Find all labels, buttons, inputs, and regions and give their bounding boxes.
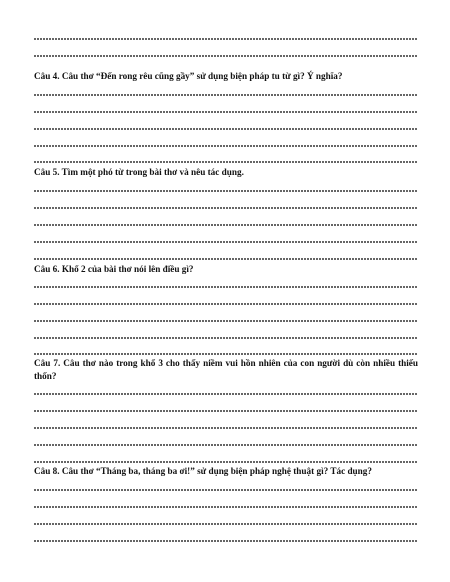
answer-line [34, 94, 418, 96]
question-7: Câu 7. Câu thơ nào trong khổ 3 cho thấy niềm vui hồn nhiên của con người dù còn nhiều thiếu thốn? [34, 358, 418, 381]
answer-line [34, 523, 418, 525]
answer-line [34, 353, 418, 355]
answer-line [34, 161, 418, 163]
question-4: Câu 4. Câu thơ “Đến rong rêu cũng gầy” sử dụng biện pháp tu từ gì? Ý nghĩa? [34, 71, 343, 81]
answer-line [34, 207, 418, 209]
answer-line [34, 444, 418, 446]
answer-line [34, 55, 418, 57]
question-6: Câu 6. Khổ 2 của bài thơ nói lên điều gì? [34, 264, 194, 274]
answer-line [34, 38, 418, 40]
answer-line [34, 224, 418, 226]
answer-line [34, 128, 418, 130]
answer-line [34, 145, 418, 147]
answer-line [34, 540, 418, 542]
answer-line [34, 427, 418, 429]
answer-line [34, 303, 418, 305]
answer-line [34, 286, 418, 288]
answer-line [34, 393, 418, 395]
question-5: Câu 5. Tìm một phó từ trong bài thơ và nêu tác dụng. [34, 167, 244, 177]
answer-line [34, 258, 418, 260]
question-8: Câu 8. Câu thơ “Tháng ba, tháng ba ơi!” sử dụng biện pháp nghệ thuật gì? Tác dụng? [34, 466, 372, 476]
answer-line [34, 461, 418, 463]
answer-line [34, 410, 418, 412]
answer-line [34, 506, 418, 508]
answer-line [34, 320, 418, 322]
answer-line [34, 111, 418, 113]
answer-line [34, 337, 418, 339]
answer-line [34, 241, 418, 243]
answer-line [34, 190, 418, 192]
answer-line [34, 489, 418, 491]
